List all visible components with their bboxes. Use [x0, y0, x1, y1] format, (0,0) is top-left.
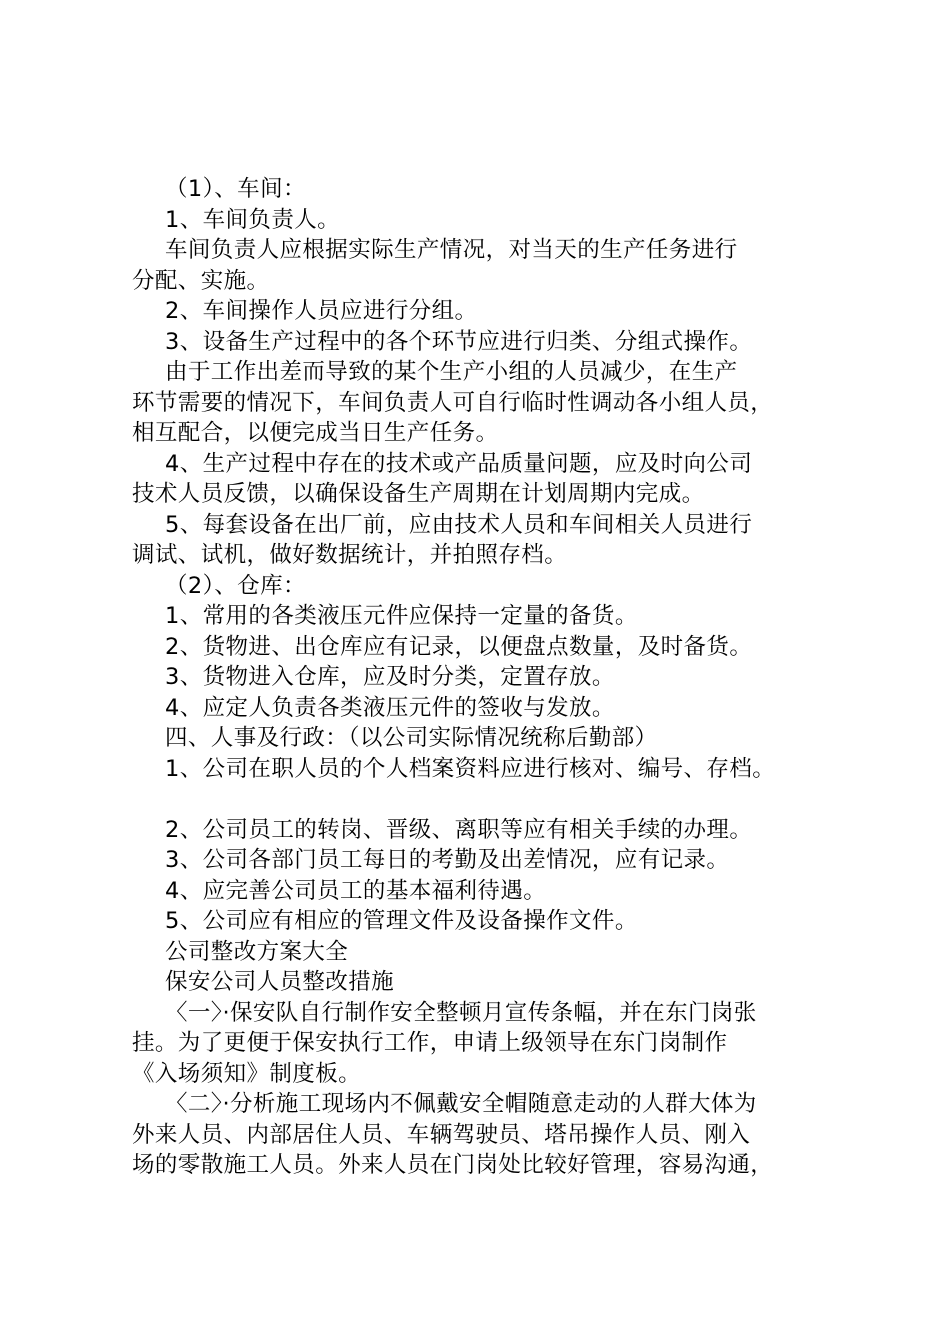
paragraph-line: 技术人员反馈，以确保设备生产周期在计划周期内完成。	[132, 481, 705, 507]
paragraph-line: 分配、实施。	[132, 268, 270, 294]
item-hr-2: 2、公司员工的转岗、晋级、离职等应有相关手续的办理。	[165, 817, 753, 843]
paragraph-line: 挂。为了更便于保安执行工作，申请上级领导在东门岗制作	[132, 1030, 728, 1056]
paragraph-line: 相互配合，以便完成当日生产任务。	[132, 420, 499, 446]
section-heading-warehouse: （2）、仓库：	[165, 573, 306, 599]
paragraph-line: 车间负责人应根据实际生产情况，对当天的生产任务进行	[165, 237, 738, 263]
paragraph-line: 调试、试机，做好数据统计，并拍照存档。	[132, 542, 568, 568]
paragraph-line: 外来人员、内部居住人员、车辆驾驶员、塔吊操作人员、刚入	[132, 1122, 751, 1148]
item-hr-5: 5、公司应有相应的管理文件及设备操作文件。	[165, 908, 638, 934]
item-workshop-2: 2、车间操作人员应进行分组。	[165, 298, 478, 324]
item-hr-4: 4、应完善公司员工的基本福利待遇。	[165, 878, 547, 904]
item-workshop-5: 5、每套设备在出厂前，应由技术人员和车间相关人员进行	[165, 512, 753, 538]
section-heading-workshop: （1）、车间：	[165, 176, 306, 202]
item-workshop-3: 3、设备生产过程中的各个环节应进行归类、分组式操作。	[165, 329, 753, 355]
item-warehouse-2: 2、货物进、出仓库应有记录，以便盘点数量，及时备货。	[165, 634, 753, 660]
item-warehouse-4: 4、应定人负责各类液压元件的签收与发放。	[165, 695, 615, 721]
item-hr-3: 3、公司各部门员工每日的考勤及出差情况，应有记录。	[165, 847, 730, 873]
item-workshop-4: 4、生产过程中存在的技术或产品质量问题，应及时向公司	[165, 451, 753, 477]
item-warehouse-3: 3、货物进入仓库，应及时分类，定置存放。	[165, 664, 615, 690]
paragraph-line: 由于工作出差而导致的某个生产小组的人员减少，在生产	[165, 359, 738, 385]
item-warehouse-1: 1、常用的各类液压元件应保持一定量的备货。	[165, 603, 638, 629]
heading-rectification-plan: 公司整改方案大全	[165, 939, 349, 965]
paragraph-line: 场的零散施工人员。外来人员在门岗处比较好管理，容易沟通，	[132, 1152, 774, 1178]
paragraph-line: 环节需要的情况下，车间负责人可自行临时性调动各小组人员，	[132, 390, 774, 416]
item-workshop-1: 1、车间负责人。	[165, 207, 341, 233]
measure-1: 〈一〉·保安队自行制作安全整顿月宣传条幅，并在东门岗张	[165, 1000, 757, 1026]
item-hr-1: 1、公司在职人员的个人档案资料应进行核对、编号、存档。	[165, 756, 776, 782]
measure-2: 〈二〉·分析施工现场内不佩戴安全帽随意走动的人群大体为	[165, 1091, 757, 1117]
paragraph-line: 《入场须知》制度板。	[132, 1061, 362, 1087]
section-heading-hr: 四、人事及行政：（以公司实际情况统称后勤部）	[165, 725, 658, 751]
heading-security-measures: 保安公司人员整改措施	[165, 969, 395, 995]
